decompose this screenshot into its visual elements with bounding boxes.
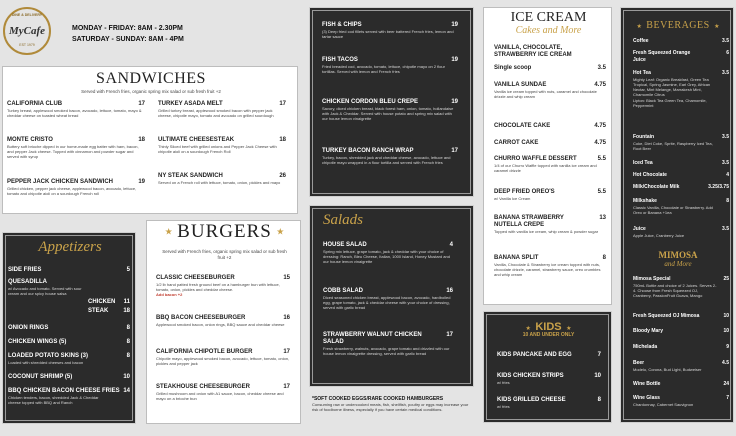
burgers-panel <box>146 220 301 424</box>
item-name: BBQ BACON CHEESEBURGER <box>156 315 246 321</box>
item-desc: Vanilla ice cream topped with nuts, caramel and chocolate drizzle and whip cream <box>494 89 597 99</box>
menu-item <box>633 134 729 151</box>
item-price: 4.75 <box>594 140 606 146</box>
item-price: 17 <box>279 101 286 107</box>
ice-cream-title: ICE CREAM <box>510 10 587 25</box>
item-name: SIDE FRIES <box>8 267 42 273</box>
menu-item <box>497 397 601 409</box>
item-price: 5 <box>126 267 130 273</box>
item-name: ULTIMATE CHEESESTEAK <box>158 137 235 143</box>
menu-item <box>494 255 606 277</box>
menu-item <box>8 374 130 381</box>
item-name: TURKEY BACON RANCH WRAP <box>322 148 414 154</box>
item-name: CLASSIC CHEESEBURGER <box>156 275 235 281</box>
item-price: 18 <box>138 137 145 143</box>
item-name: CHICKEN WINGS (5) <box>8 339 67 345</box>
item-name: QUESADILLA <box>8 279 47 285</box>
item-desc: Served on a French roll with lettuce, tomato, onion, pickles and mayo <box>158 180 281 185</box>
item-name: Fresh Squeezed Orange Juice <box>633 50 691 63</box>
mimosa-title: MIMOSA <box>658 250 698 260</box>
item-price: 4 <box>726 172 729 178</box>
item-name: FISH TACOS <box>322 57 358 63</box>
item-price: 10 <box>723 328 729 334</box>
item-name: Coffee <box>633 38 649 44</box>
item-desc: Fried breaded cod, avocado, tomato, lettuce, chipotle mayo on 2 flour tortillas. Served with lemon and French fries <box>322 64 445 74</box>
kids-title: KIDS <box>535 321 562 333</box>
menu-item <box>494 140 606 147</box>
menu-item <box>497 352 601 359</box>
item-desc: 750mL Bottle and choice of 2 Juices. Serves 2-4. Choose from Fresh Squeezed OJ, Cranberry, PassionFruit Guava, Mango <box>633 283 717 298</box>
item-name: NY STEAK SANDWICH <box>158 173 223 179</box>
menu-item <box>158 137 286 154</box>
item-price: 4.75 <box>594 82 606 88</box>
item-name: FISH & CHIPS <box>322 22 362 28</box>
item-desc: w/ fries <box>497 380 510 385</box>
menu-item <box>8 388 130 405</box>
item-name: Bloody Mary <box>633 328 664 334</box>
kids-subtitle: 10 AND UNDER ONLY <box>522 332 575 338</box>
menu-item <box>8 339 130 346</box>
item-price: 3.5 <box>722 38 729 44</box>
item-desc: Turkey breast, applewood smoked bacon, avocado, lettuce, tomato, mayo & cheddar cheese on toasted wheat bread <box>7 108 142 118</box>
item-name: BBQ CHICKEN BACON CHEESE FRIES <box>8 388 120 394</box>
star-icon: ★ <box>276 226 285 237</box>
item-desc: Savory, diced chicken breast, black forest ham, onion, tomato, hollandaise with Jack & Cheddar. Served with house potato and spring mix salad with our house lemon vinaigrette <box>322 106 454 121</box>
item-desc: w/ fries <box>497 404 510 409</box>
item-name: TURKEY ASADA MELT <box>158 101 223 107</box>
item-desc: Diced seasoned chicken breast, applewood bacon, avocado, hardboiled egg, grape tomato, jack & cheddar cheese with your choice of dressing, served with garlic bread <box>323 295 451 310</box>
logo-est: EST 1979 <box>19 43 35 47</box>
item-price: 8 <box>126 353 130 359</box>
menu-item <box>633 38 729 45</box>
item-price: 17 <box>451 148 458 154</box>
item-price: 10 <box>723 313 729 319</box>
item-name: HOUSE SALAD <box>323 242 367 248</box>
menu-item <box>322 22 458 39</box>
menu-item <box>7 101 145 118</box>
appetizers-title: Appetizers <box>38 239 102 255</box>
menu-item <box>633 70 729 108</box>
menu-item <box>494 189 606 201</box>
menu-item <box>633 184 729 191</box>
burgers-title-row <box>147 221 302 243</box>
item-price: 17 <box>283 349 290 355</box>
item-name: Fountain <box>633 134 655 140</box>
item-price: 3.5 <box>722 70 729 76</box>
item-price: 10 <box>123 374 130 380</box>
star-icon: ★ <box>525 326 531 332</box>
item-name: Wine Bottle <box>633 381 661 387</box>
item-price: 10 <box>594 373 601 379</box>
item-price: 8 <box>602 255 606 261</box>
item-price: 8 <box>726 198 729 204</box>
salads-panel <box>309 205 474 387</box>
burgers-subtitle: Served with French fries, organic spring mix salad or sub fresh fruit +2 <box>162 249 287 260</box>
item-desc: w/ Avocado and tomato. Served with sour cream and our spicy house salsa <box>8 286 82 296</box>
item-desc: Applewood smoked bacon, onion rings, BBQ sauce and cheddar cheese <box>156 322 285 327</box>
item-desc: Classic Vanilla, Chocolate or Strawberry. Add Oreo or Banana +1ea <box>633 205 713 215</box>
item-name: CARROT CAKE <box>494 140 539 146</box>
item-name: VANILLA, CHOCOLATE, STRAWBERRY ICE CREAM <box>494 45 572 58</box>
item-price: 13 <box>599 215 606 221</box>
menu-item <box>8 353 130 365</box>
menu-item <box>633 160 729 167</box>
menu-item <box>633 328 729 335</box>
item-price: 16 <box>283 315 290 321</box>
item-name: LOADED POTATO SKINS (3) <box>8 353 89 359</box>
fish-panel <box>309 7 474 197</box>
menu-item <box>633 198 729 215</box>
item-price: 17 <box>138 101 145 107</box>
item-desc: Apple Juice, Cranberry Juice <box>633 233 685 238</box>
menu-item <box>156 275 290 297</box>
item-desc: 1/4 of our Churro Waffle topped with vanilla ice cream and caramel drizzle <box>494 163 597 173</box>
item-price: 3.5 <box>722 134 729 140</box>
item-name: BANANA SPLIT <box>494 255 539 261</box>
sandwiches-panel <box>2 66 298 214</box>
item-name: Fresh Squeezed OJ Mimosa <box>633 313 700 319</box>
ice-cream-panel <box>483 7 612 305</box>
note-text: Consuming raw or undercooked meats, fish, shellfish, poultry or eggs may increase your risk of foodborne illness, especially if you have certain medical conditions. <box>312 402 469 412</box>
item-desc: 1/2 lb hand patted fresh ground beef on a hamburger bun with lettuce, tomato, onion, pickles and cheddar cheese. <box>156 282 280 292</box>
sandwiches-title: SANDWICHES <box>96 70 206 87</box>
option-price: 11 <box>123 299 130 305</box>
menu-item <box>156 315 290 327</box>
item-name: KIDS GRILLED CHEESE <box>497 397 566 403</box>
item-price: 25 <box>723 276 729 282</box>
item-name: CHICKEN CORDON BLEU CREPE <box>322 99 419 105</box>
item-desc: Turkey, bacon, shredded jack and cheddar cheese, avocado, lettuce and chipotle mayo wrapped in a flour tortilla and served with French fries <box>322 155 451 165</box>
item-desc: Grilled chicken, pepper jack cheese, applewood bacon, avocado, lettuce, tomato and chipotle aioli on a sourdough French roll <box>7 186 137 196</box>
menu-item <box>633 172 729 179</box>
beverages-title: BEVERAGES <box>646 20 710 31</box>
item-price: 5.5 <box>597 156 606 162</box>
item-price: 17 <box>283 384 290 390</box>
item-name: CALIFORNIA CHIPOTLE BURGER <box>156 349 253 355</box>
item-price: 7 <box>597 352 601 358</box>
logo-arc-text: DINE & DELIVERY <box>11 13 43 17</box>
item-desc: Chipotle mayo, applewood smoked bacon, avocado, lettuce, tomato, onion, pickles and pepper jack <box>156 356 290 366</box>
item-name: COCONUT SHRIMP (5) <box>8 374 73 380</box>
menu-item <box>8 267 130 274</box>
item-desc: Grilled turkey breast, applewood smoked bacon with pepper jack cheese, chipotle mayo, tomato and avocado on grilled sourdough <box>158 108 274 118</box>
item-desc: Vanilla, Chocolate & Strawberry ice cream topped with nuts, chocolate drizzle, caramel, strawberry sauce, oreo crumbles and whip cream <box>494 262 601 277</box>
menu-item <box>7 179 145 196</box>
item-desc: Grilled mushroom and onion with A1 sauce, bacon, cheddar cheese and mayo on a brioche bun <box>156 391 284 401</box>
item-name: STEAKHOUSE CHEESEBURGER <box>156 384 251 390</box>
quesadilla-option <box>88 299 130 306</box>
item-name: Milk/Chocolate Milk <box>633 184 680 190</box>
item-price: 4.5 <box>722 360 729 366</box>
item-price: 3.5 <box>722 160 729 166</box>
menu-item <box>156 349 290 366</box>
allergy-note <box>312 396 474 412</box>
item-price: 8 <box>597 397 601 403</box>
beverages-title-row <box>621 15 735 33</box>
item-name: CHURRO WAFFLE DESSERT <box>494 156 577 162</box>
item-price: 8 <box>126 339 130 345</box>
menu-item <box>633 50 729 64</box>
item-name: Hot Tea <box>633 70 651 76</box>
item-extra: Add bacon +2 <box>156 292 183 297</box>
menu-item <box>323 242 453 264</box>
item-name: MONTE CRISTO <box>7 137 53 143</box>
salads-title: Salads <box>323 212 364 228</box>
item-name: Hot Chocolate <box>633 172 667 178</box>
item-price: 19 <box>451 57 458 63</box>
item-price: 4.75 <box>594 123 606 129</box>
item-name: Michelada <box>633 344 658 350</box>
item-desc: Buttery soft brioche dipped in our home-made egg batter with ham, bacon, and pepper Jack cheese. Topped with cinnamon and powder sugar and served with syrup <box>7 144 139 159</box>
hours-weekend: SATURDAY - SUNDAY: 8AM - 4PM <box>72 36 184 43</box>
item-desc: Chardonnay, Cabernet Sauvignon <box>633 402 694 407</box>
item-price: 15 <box>283 275 290 281</box>
item-price: 19 <box>451 99 458 105</box>
appetizers-panel <box>2 232 136 424</box>
item-name: STRAWBERRY WALNUT CHICKEN SALAD <box>323 332 422 345</box>
item-name: Juice <box>633 226 646 232</box>
item-desc: Mighty Leaf: Organic Breakfast, Green Tea Tropical, Spring Jasmine, Earl Grey, African Nectar, Mint Melange, Marrakesh Mint, Chamomile Citrus <box>633 77 711 97</box>
note-title: *SOFT COOKED EGGS/RARE COOKED HAMBURGERS <box>312 396 444 402</box>
item-name: CALIFORNIA CLUB <box>7 101 63 107</box>
item-price: 19 <box>451 22 458 28</box>
item-desc: Fresh strawberry, walnuts, avocado, grape tomato and drizzled with our house lemon vinaigrette dressing, served with garlic bread <box>323 346 450 356</box>
item-price: 19 <box>138 179 145 185</box>
item-desc: Topped with vanilla ice cream, whip cream & powder sugar <box>494 229 599 234</box>
item-desc: w/ Vanilla Ice Cream <box>494 196 531 201</box>
item-name: KIDS PANCAKE AND EGG <box>497 352 572 358</box>
item-price: 5.5 <box>597 189 606 195</box>
menu-item <box>633 344 729 351</box>
item-price: 16 <box>446 288 453 294</box>
item-price: 9 <box>726 344 729 350</box>
menu-item <box>633 226 729 238</box>
menu-item <box>323 332 453 356</box>
logo <box>3 7 51 55</box>
burgers-title: BURGERS <box>177 221 272 242</box>
menu-item <box>497 373 601 385</box>
item-name: ONION RINGS <box>8 325 49 331</box>
item-price: 6 <box>726 50 729 56</box>
item-desc: Loaded with shredded cheeses and bacon <box>8 360 84 365</box>
item-price: 7 <box>726 395 729 401</box>
menu-item <box>633 276 729 298</box>
item-name: BANANA STRAWBERRY NUTELLA CREPE <box>494 215 564 228</box>
menu-item <box>156 384 290 401</box>
menu-item <box>323 288 453 310</box>
menu-item <box>158 173 286 185</box>
item-name: Single scoop <box>494 65 532 71</box>
menu-item <box>494 156 606 173</box>
item-name: Wine Glass <box>633 395 660 401</box>
star-icon: ★ <box>714 24 720 30</box>
item-desc: Coke, Diet Coke, Sprite, Raspberry Iced Tea, Root Beer <box>633 141 713 151</box>
item-desc: (3) Deep fried cod fillets served with beer battered French fries, lemon and tartar sauce <box>322 29 454 39</box>
logo-name: MyCafe <box>8 25 46 37</box>
menu-item <box>8 325 130 332</box>
item-name: COBB SALAD <box>323 288 363 294</box>
option-name: STEAK <box>88 308 109 314</box>
item-name: Iced Tea <box>633 160 653 166</box>
menu-item <box>494 45 606 59</box>
item-price: 4 <box>449 242 453 248</box>
hours <box>72 23 184 45</box>
item-price: 3.25/3.75 <box>708 184 729 190</box>
kids-panel <box>483 311 612 423</box>
menu-item <box>494 82 606 99</box>
item-desc: Spring mix lettuce, grape tomato, jack & cheddar with your choice of dressing: Ranch, Bleu Cheese, Italian, 1000 Island, Honey Mustard and our house lemon vinaigrette <box>323 249 450 264</box>
item-name: DEEP FRIED OREO'S <box>494 189 555 195</box>
menu-item <box>494 123 606 130</box>
item-price: 18 <box>279 137 286 143</box>
item-desc: Modelo, Corona, Bud Light, Budweiser <box>633 367 702 372</box>
menu-item <box>494 215 606 234</box>
item-name: Beer <box>633 360 645 366</box>
item-price: 8 <box>126 325 130 331</box>
mimosa-subtitle: and More <box>664 260 692 268</box>
item-desc: Lipton: Black Tea Green Tea, Chamomile, Peppermint <box>633 98 707 108</box>
item-name: VANILLA SUNDAE <box>494 82 547 88</box>
beverages-panel <box>620 7 734 423</box>
item-price: 3.5 <box>597 65 606 71</box>
menu-item <box>7 137 145 159</box>
option-price: 18 <box>123 308 130 314</box>
menu-item <box>633 360 729 372</box>
item-price: 14 <box>123 388 130 394</box>
item-name: Milkshake <box>633 198 657 204</box>
star-icon: ★ <box>164 226 173 237</box>
item-price: 26 <box>279 173 286 179</box>
ice-cream-subtitle: Cakes and More <box>515 25 582 36</box>
hours-weekday: MONDAY - FRIDAY: 8AM - 2.30PM <box>72 25 183 32</box>
menu-item <box>322 148 458 165</box>
item-name: KIDS CHICKEN STRIPS <box>497 373 564 379</box>
quesadilla-option <box>88 308 130 315</box>
item-price: 17 <box>446 332 453 338</box>
star-icon: ★ <box>566 326 572 332</box>
item-name: Mimosa Special <box>633 276 671 282</box>
menu-item <box>8 279 84 296</box>
item-name: CHOCOLATE CAKE <box>494 123 551 129</box>
menu-item <box>633 395 729 407</box>
menu-item <box>633 313 729 320</box>
menu-item <box>322 99 458 121</box>
item-desc: Thinly Sliced beef with grilled onions and Pepper Jack Cheese with chipotle aioli on a sourdough French Roll <box>158 144 277 154</box>
star-icon: ★ <box>636 24 642 30</box>
item-price: 3.5 <box>722 226 729 232</box>
sandwiches-subtitle: Served with French fries, organic spring mix salad or sub fresh fruit +2 <box>81 89 221 94</box>
item-price: 24 <box>723 381 729 387</box>
item-desc: Chicken tenders, bacon, shredded Jack & Cheddar cheese topped with BBQ and Ranch <box>8 395 99 405</box>
item-name: PEPPER JACK CHICKEN SANDWICH <box>7 179 114 185</box>
menu-item <box>158 101 286 118</box>
menu-item <box>633 381 729 388</box>
menu-item <box>494 65 606 72</box>
option-name: CHICKEN <box>88 299 116 305</box>
menu-item <box>322 57 458 74</box>
